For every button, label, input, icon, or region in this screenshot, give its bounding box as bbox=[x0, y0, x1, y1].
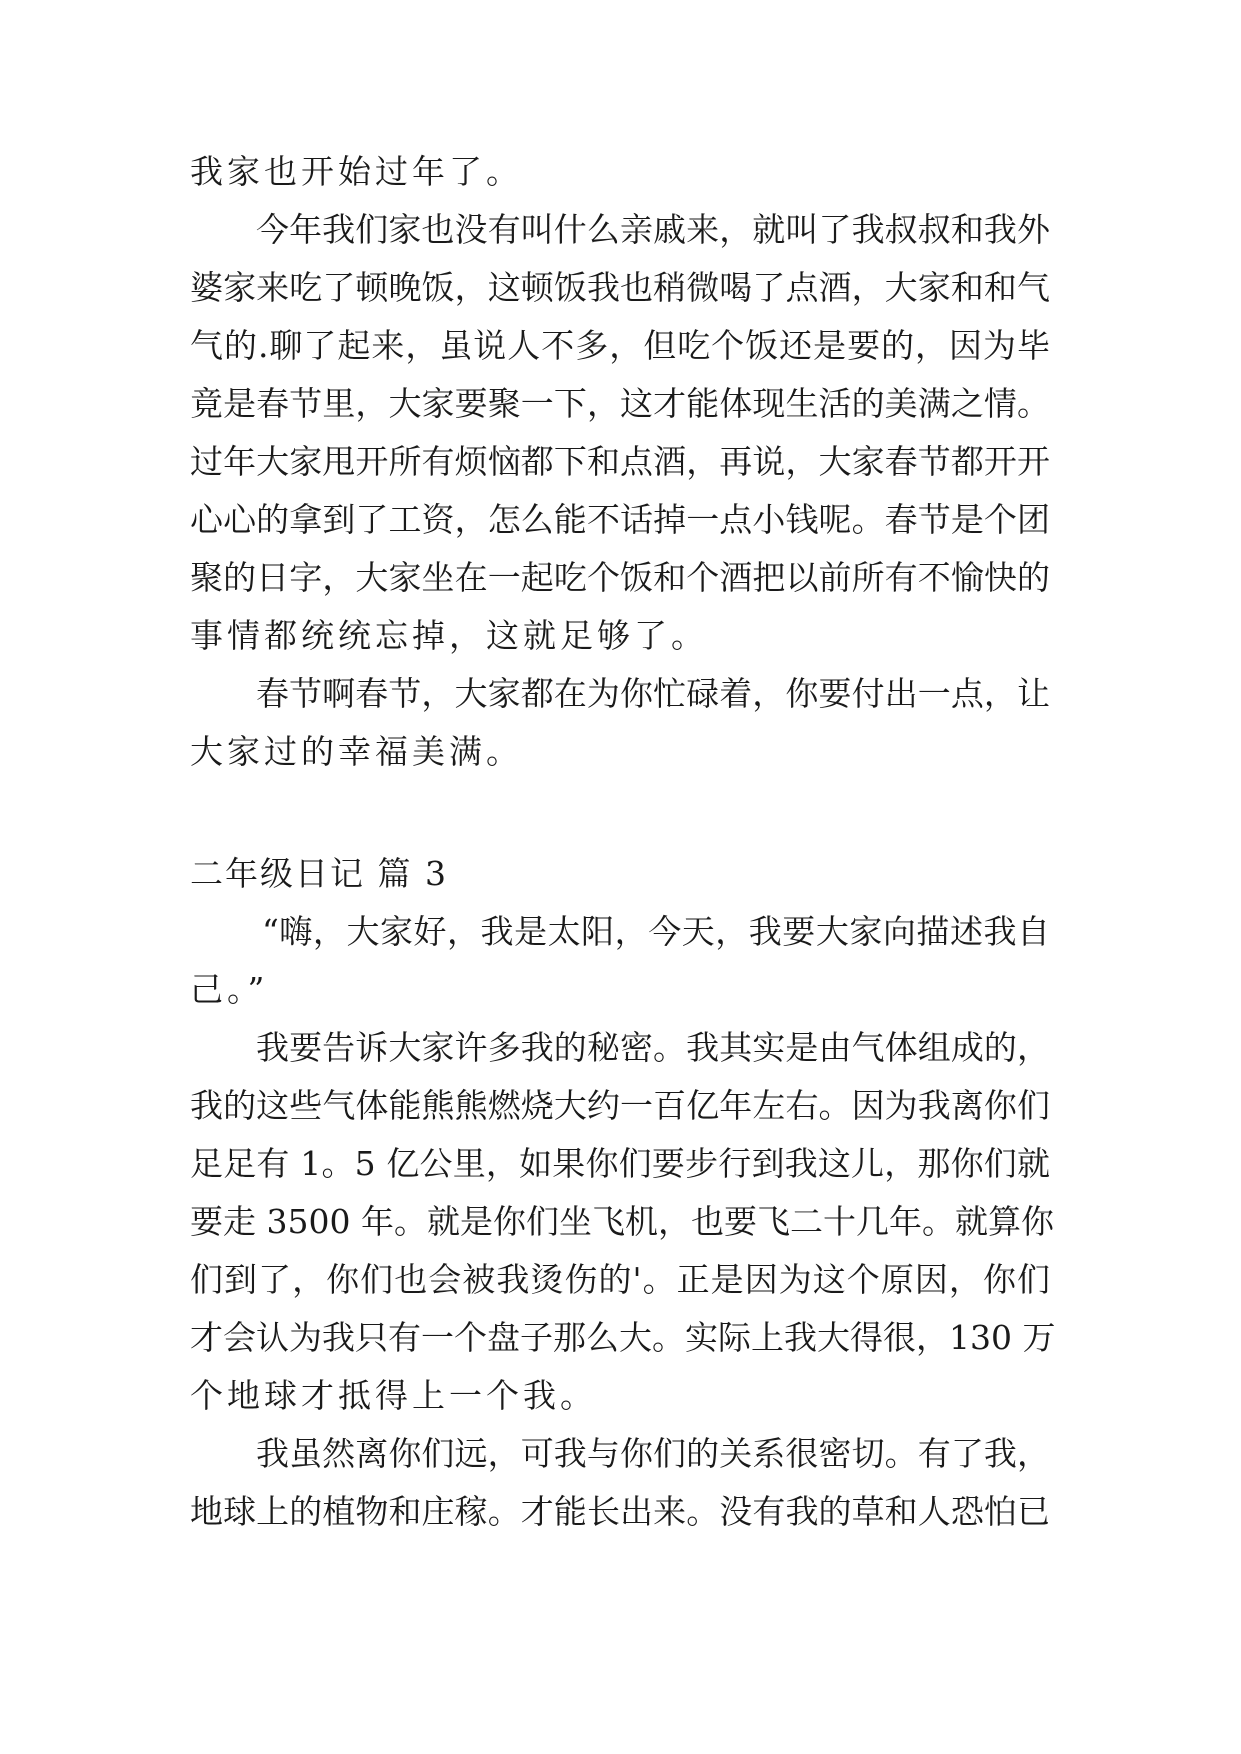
text-line: 足足有 1。5 亿公里，如果你们要步行到我这儿，那你们就 bbox=[190, 1144, 1050, 1183]
paragraph-start-line: 今年我们家也没有叫什么亲戚来，就叫了我叔叔和我外 bbox=[256, 210, 1050, 249]
text-line: 大家过的幸福美满。 bbox=[190, 732, 523, 771]
text-line: 们到了，你们也会被我烫伤的'。正是因为这个原因，你们 bbox=[190, 1260, 1050, 1299]
text-line: 地球上的植物和庄稼。才能长出来。没有我的草和人恐怕已 bbox=[190, 1492, 1050, 1531]
paragraph-start-line: 我虽然离你们远，可我与你们的关系很密切。有了我， bbox=[256, 1434, 1050, 1473]
paragraph-start-line: “嗨，大家好，我是太阳，今天，我要大家向描述我自 bbox=[262, 912, 1050, 951]
text-line: 婆家来吃了顿晚饭，这顿饭我也稍微喝了点酒，大家和和气 bbox=[190, 268, 1050, 307]
text-line: 我的这些气体能熊熊燃烧大约一百亿年左右。因为我离你们 bbox=[190, 1086, 1050, 1125]
text-line: 过年大家甩开所有烦恼都下和点酒，再说，大家春节都开开 bbox=[190, 442, 1050, 481]
text-line: 己。” bbox=[190, 970, 269, 1009]
text-line: 才会认为我只有一个盘子那么大。实际上我大得很，130 万 bbox=[190, 1318, 1056, 1357]
text-line: 心心的拿到了工资，怎么能不话掉一点小钱呢。春节是个团 bbox=[190, 500, 1050, 539]
text-line: 事情都统统忘掉，这就足够了。 bbox=[190, 616, 708, 655]
text-line: 要走 3500 年。就是你们坐飞机，也要飞二十几年。就算你 bbox=[190, 1202, 1054, 1241]
paragraph-start-line: 春节啊春节，大家都在为你忙碌着，你要付出一点，让 bbox=[256, 674, 1050, 713]
text-line: 气的.聊了起来，虽说人不多，但吃个饭还是要的，因为毕 bbox=[190, 326, 1050, 365]
section-heading: 二年级日记 篇 3 bbox=[190, 854, 448, 893]
paragraph-start-line: 我要告诉大家许多我的秘密。我其实是由气体组成的， bbox=[256, 1028, 1050, 1067]
text-line: 聚的日字，大家坐在一起吃个饭和个酒把以前所有不愉快的 bbox=[190, 558, 1050, 597]
text-line: 个地球才抵得上一个我。 bbox=[190, 1376, 597, 1415]
text-line: 竟是春节里，大家要聚一下，这才能体现生活的美满之情。 bbox=[190, 384, 1050, 423]
text-line: 我家也开始过年了。 bbox=[190, 152, 523, 191]
